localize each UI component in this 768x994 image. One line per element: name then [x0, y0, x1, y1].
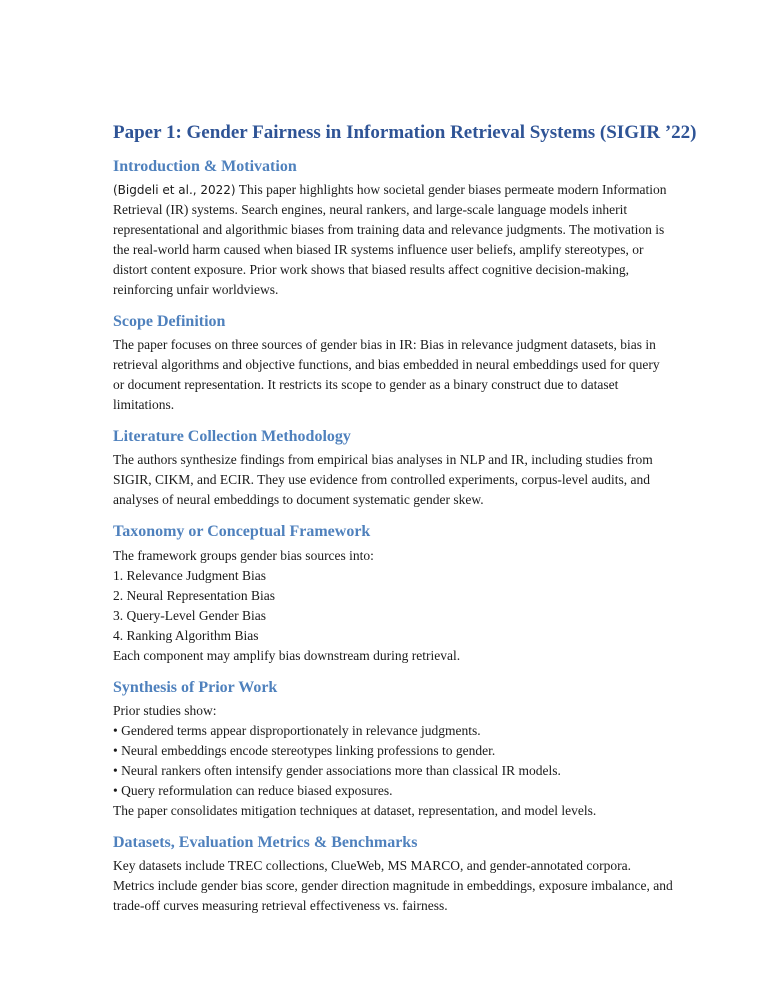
section-heading-introduction: Introduction & Motivation	[113, 157, 297, 175]
scope-paragraph: The paper focuses on three sources of gender bias in IR: Bias in relevance judgment datasets, bias in retrieval algorithms and objective functions, and bias embedded in neural embeddings used for query or document representation. It restricts its scope to gender as a binary construct due to dataset limitations.	[113, 337, 660, 413]
section-heading-taxonomy: Taxonomy or Conceptual Framework	[113, 523, 371, 541]
taxonomy-list-item: 2. Neural Representation Bias	[113, 587, 275, 603]
synthesis-bullet-item: • Neural rankers often intensify gender associations more than classical IR models.	[113, 762, 561, 778]
taxonomy-list-item: 4. Ranking Algorithm Bias	[113, 627, 259, 643]
datasets-paragraph: Key datasets include TREC collections, ClueWeb, MS MARCO, and gender-annotated corpora. Metrics include gender bias score, gender direction magnitude in embeddings, exposure imbalance, and trade-off curves measuring retrieval effectiveness vs. fairness.	[113, 857, 673, 913]
taxonomy-closing-line: Each component may amplify bias downstream during retrieval.	[113, 647, 461, 663]
section-taxonomy	[113, 522, 673, 665]
synthesis-bullet-item: • Query reformulation can reduce biased exposures.	[113, 782, 393, 798]
section-datasets	[113, 833, 673, 916]
section-synthesis	[113, 678, 673, 821]
document-page	[113, 121, 697, 928]
section-scope	[113, 312, 673, 415]
synthesis-intro-line: Prior studies show:	[113, 702, 217, 718]
introduction-text: This paper highlights how societal gender biases permeate modern Information Retrieval (IR) systems. Search engines, neural rankers, and large-scale language models inherit representational and algorithmic biases from training data and relevance judgments. The motivation is the real-world harm caused when biased IR systems influence user beliefs, amplify stereotypes, or distort content exposure. Prior work shows that biased results affect cognitive decision-making, reinforcing unfair worldviews.	[113, 181, 667, 297]
section-heading-scope: Scope Definition	[113, 312, 226, 330]
document-title: Paper 1: Gender Fairness in Information Retrieval Systems (SIGIR ’22)	[113, 122, 697, 143]
section-literature	[113, 427, 673, 510]
citation: (Bigdeli et al., 2022)	[113, 182, 236, 197]
section-heading-synthesis: Synthesis of Prior Work	[113, 678, 278, 696]
synthesis-bullet-item: • Gendered terms appear disproportionately in relevance judgments.	[113, 722, 481, 738]
synthesis-closing-line: The paper consolidates mitigation techniques at dataset, representation, and model levels.	[113, 802, 597, 818]
introduction-paragraph	[113, 180, 673, 300]
literature-paragraph: The authors synthesize findings from empirical bias analyses in NLP and IR, including studies from SIGIR, CIKM, and ECIR. They use evidence from controlled experiments, corpus-level audits, and analyses of neural embeddings to document systematic gender skew.	[113, 452, 653, 508]
section-introduction	[113, 157, 673, 300]
taxonomy-list-item: 3. Query-Level Gender Bias	[113, 607, 266, 623]
taxonomy-list-item: 1. Relevance Judgment Bias	[113, 567, 266, 583]
section-heading-literature: Literature Collection Methodology	[113, 428, 351, 446]
taxonomy-intro-line: The framework groups gender bias sources into:	[113, 547, 374, 563]
section-heading-datasets: Datasets, Evaluation Metrics & Benchmarks	[113, 833, 418, 851]
synthesis-bullet-item: • Neural embeddings encode stereotypes linking professions to gender.	[113, 742, 496, 758]
